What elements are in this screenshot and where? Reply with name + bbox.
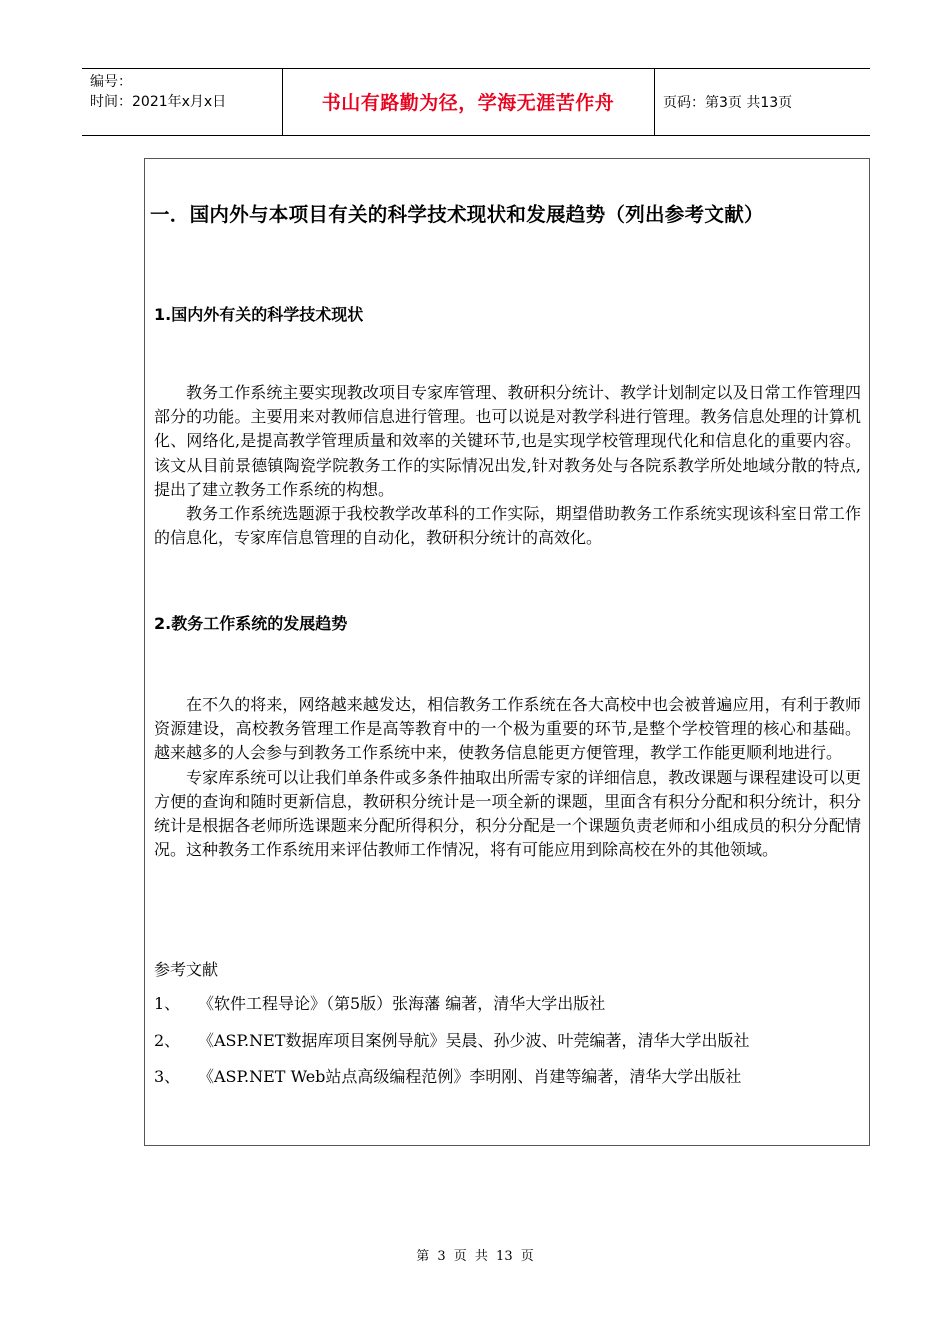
reference-item <box>154 1064 741 1087</box>
section1-paragraph: 教务工作系统选题源于我校教学改革科的工作实际，期望借助教务工作系统实现该科室日常工作的信息化，专家库信息管理的自动化，教研积分统计的高效化。 <box>154 504 861 548</box>
references-title: 参考文献 <box>154 960 219 979</box>
reference-number: 3、 <box>154 1067 181 1086</box>
section1-title: 1.国内外有关的科学技术现状 <box>154 305 364 324</box>
section2-paragraph: 专家库系统可以让我们单条件或多条件抽取出所需专家的详细信息，教改课题与课程建设可以更方便的查询和随时更新信息，教研积分统计是一项全新的课题，里面含有积分分配和积分统计，积分统计是根据各老师所选课题来分配所得积分，积分分配是一个课题负责老师和小组成员的积分分配情况。这种教务工作系统用来评估教师工作情况，将有可能应用到除高校在外的其他领域。 <box>154 767 861 860</box>
reference-number: 1、 <box>154 994 181 1013</box>
reference-number: 2、 <box>154 1031 181 1050</box>
page-header <box>82 68 870 135</box>
header-bottom-rule <box>82 135 870 136</box>
reference-item <box>154 991 605 1014</box>
main-heading: 一．国内外与本项目有关的科学技术现状和发展趋势（列出参考文献） <box>150 203 764 226</box>
page-footer: 第 3 页 共 13 页 <box>416 1249 534 1264</box>
header-meta <box>90 72 226 112</box>
header-divider-right <box>654 68 655 136</box>
reference-text: 《软件工程导论》（第5版）张海藩 编著，清华大学出版社 <box>198 994 606 1013</box>
reference-text: 《ASP.NET Web站点高级编程范例》李明刚、肖建等编著，清华大学出版社 <box>198 1067 742 1086</box>
header-motto: 书山有路勤为径，学海无涯苦作舟 <box>321 92 615 114</box>
header-page-info: 页码：第3页 共13页 <box>663 94 793 111</box>
section2-title: 2.教务工作系统的发展趋势 <box>154 614 348 633</box>
document-time-label: 时间：2021年x月x日 <box>90 94 227 110</box>
section1-paragraph: 教务工作系统主要实现教改项目专家库管理、教研积分统计、教学计划制定以及日常工作管理四部分的功能。主要用来对教师信息进行管理。也可以说是对教学科进行管理。教务信息处理的计算机化、网络化,是提高教学管理质量和效率的关键环节,也是实现学校管理现代化和信息化的重要内容。该文从目前景德镇陶瓷学院教务工作的实际情况出发,针对教务处与各院系教学所处地域分散的特点,提出了建立教务工作系统的构想。 <box>154 383 861 499</box>
document-number-label: 编号： <box>90 74 132 90</box>
section2-body <box>154 693 861 862</box>
section2-paragraph: 在不久的将来，网络越来越发达，相信教务工作系统在各大高校中也会被普遍应用，有利于教师资源建设，高校教务管理工作是高等教育中的一个极为重要的环节,是整个学校管理的核心和基础。越来越多的人会参与到教务工作系统中来，使教务信息能更方便管理，教学工作能更顺利地进行。 <box>154 695 861 763</box>
section1-body <box>154 381 861 550</box>
reference-item <box>154 1028 749 1051</box>
reference-text: 《ASP.NET数据库项目案例导航》吴晨、孙少波、叶莞编著，清华大学出版社 <box>198 1031 750 1050</box>
